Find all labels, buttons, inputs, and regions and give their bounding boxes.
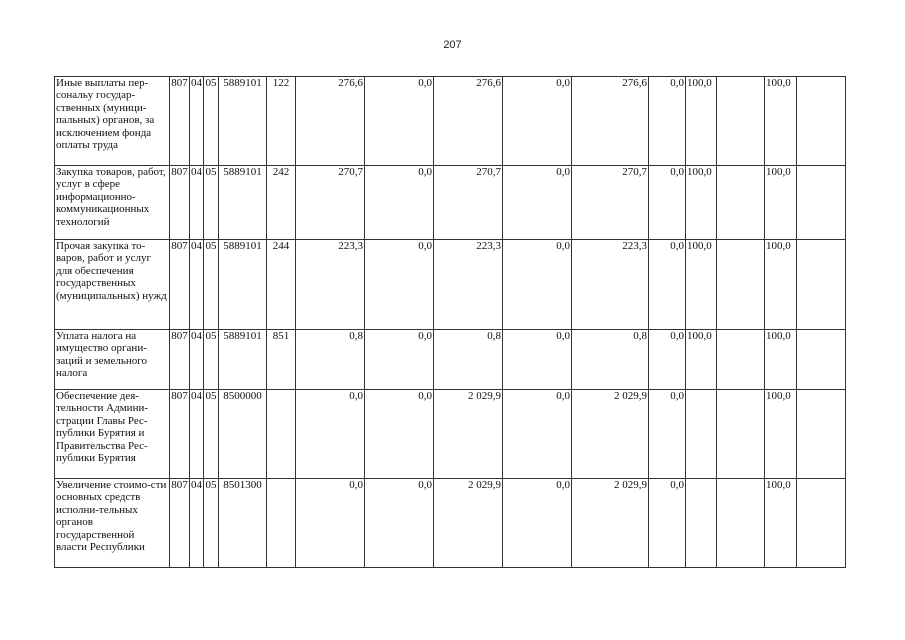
code-ministry: 807 xyxy=(170,390,190,479)
percent-1: 100,0 xyxy=(686,330,717,390)
percent-2 xyxy=(717,479,765,568)
value-2: 0,0 xyxy=(365,240,434,330)
value-4: 0,0 xyxy=(503,77,572,166)
value-5: 270,7 xyxy=(572,166,649,240)
percent-2 xyxy=(717,240,765,330)
value-4: 0,0 xyxy=(503,166,572,240)
value-2: 0,0 xyxy=(365,330,434,390)
code-target-article: 5889101 xyxy=(219,166,267,240)
value-4: 0,0 xyxy=(503,240,572,330)
code-subsection: 05 xyxy=(204,166,219,240)
value-6: 0,0 xyxy=(649,77,686,166)
value-5: 2 029,9 xyxy=(572,479,649,568)
code-ministry: 807 xyxy=(170,166,190,240)
code-target-article: 8501300 xyxy=(219,479,267,568)
code-ministry: 807 xyxy=(170,330,190,390)
value-4: 0,0 xyxy=(503,330,572,390)
table-row xyxy=(55,166,846,240)
row-name: Увеличение стоимо-сти основных средств исполни-тельных органов государственной власти Республики xyxy=(55,479,170,568)
value-6: 0,0 xyxy=(649,390,686,479)
value-5: 0,8 xyxy=(572,330,649,390)
percent-1: 100,0 xyxy=(686,166,717,240)
value-1: 0,0 xyxy=(296,390,365,479)
percent-1: 100,0 xyxy=(686,240,717,330)
percent-3: 100,0 xyxy=(765,330,797,390)
value-6: 0,0 xyxy=(649,166,686,240)
code-section: 04 xyxy=(190,479,204,568)
value-2: 0,0 xyxy=(365,390,434,479)
percent-2 xyxy=(717,166,765,240)
code-expense-type: 244 xyxy=(267,240,296,330)
percent-3: 100,0 xyxy=(765,166,797,240)
value-5: 223,3 xyxy=(572,240,649,330)
code-expense-type: 122 xyxy=(267,77,296,166)
code-ministry: 807 xyxy=(170,240,190,330)
code-expense-type xyxy=(267,479,296,568)
table-row xyxy=(55,330,846,390)
code-subsection: 05 xyxy=(204,390,219,479)
percent-4 xyxy=(797,77,846,166)
percent-2 xyxy=(717,390,765,479)
code-section: 04 xyxy=(190,330,204,390)
code-target-article: 5889101 xyxy=(219,77,267,166)
table-row xyxy=(55,479,846,568)
value-6: 0,0 xyxy=(649,240,686,330)
code-target-article: 5889101 xyxy=(219,240,267,330)
code-expense-type xyxy=(267,390,296,479)
code-expense-type: 242 xyxy=(267,166,296,240)
code-section: 04 xyxy=(190,240,204,330)
code-section: 04 xyxy=(190,77,204,166)
percent-3: 100,0 xyxy=(765,77,797,166)
code-subsection: 05 xyxy=(204,330,219,390)
value-3: 0,8 xyxy=(434,330,503,390)
value-6: 0,0 xyxy=(649,330,686,390)
percent-3: 100,0 xyxy=(765,240,797,330)
value-3: 2 029,9 xyxy=(434,479,503,568)
percent-4 xyxy=(797,479,846,568)
table-row xyxy=(55,390,846,479)
value-2: 0,0 xyxy=(365,166,434,240)
value-4: 0,0 xyxy=(503,390,572,479)
value-5: 276,6 xyxy=(572,77,649,166)
value-3: 223,3 xyxy=(434,240,503,330)
percent-3: 100,0 xyxy=(765,390,797,479)
percent-4 xyxy=(797,240,846,330)
value-1: 0,8 xyxy=(296,330,365,390)
value-1: 223,3 xyxy=(296,240,365,330)
code-subsection: 05 xyxy=(204,479,219,568)
value-3: 2 029,9 xyxy=(434,390,503,479)
table-row xyxy=(55,240,846,330)
value-3: 270,7 xyxy=(434,166,503,240)
code-expense-type: 851 xyxy=(267,330,296,390)
percent-4 xyxy=(797,390,846,479)
percent-2 xyxy=(717,77,765,166)
page-number: 207 xyxy=(443,39,462,51)
value-2: 0,0 xyxy=(365,77,434,166)
percent-1 xyxy=(686,390,717,479)
code-subsection: 05 xyxy=(204,240,219,330)
code-subsection: 05 xyxy=(204,77,219,166)
code-target-article: 8500000 xyxy=(219,390,267,479)
row-name: Прочая закупка то-варов, работ и услуг для обеспечения государственных (муниципальных) нужд xyxy=(55,240,170,330)
percent-1: 100,0 xyxy=(686,77,717,166)
row-name: Закупка товаров, работ, услуг в сфере информационно-коммуникационных технологий xyxy=(55,166,170,240)
value-1: 276,6 xyxy=(296,77,365,166)
percent-4 xyxy=(797,166,846,240)
percent-3: 100,0 xyxy=(765,479,797,568)
percent-2 xyxy=(717,330,765,390)
percent-4 xyxy=(797,330,846,390)
percent-1 xyxy=(686,479,717,568)
budget-table xyxy=(54,76,846,568)
value-1: 270,7 xyxy=(296,166,365,240)
value-6: 0,0 xyxy=(649,479,686,568)
row-name: Уплата налога на имущество органи-заций и земельного налога xyxy=(55,330,170,390)
table-row xyxy=(55,77,846,166)
code-section: 04 xyxy=(190,166,204,240)
value-5: 2 029,9 xyxy=(572,390,649,479)
row-name: Обеспечение дея-тельности Админи-страции Главы Рес-публики Бурятия и Правительства Рес-публики Бурятия xyxy=(55,390,170,479)
value-1: 0,0 xyxy=(296,479,365,568)
value-2: 0,0 xyxy=(365,479,434,568)
row-name: Иные выплаты пер-сональу государ-ственных (муници-пальных) органов, за исключением фонда оплаты труда xyxy=(55,77,170,166)
value-3: 276,6 xyxy=(434,77,503,166)
code-target-article: 5889101 xyxy=(219,330,267,390)
code-ministry: 807 xyxy=(170,479,190,568)
code-section: 04 xyxy=(190,390,204,479)
code-ministry: 807 xyxy=(170,77,190,166)
value-4: 0,0 xyxy=(503,479,572,568)
